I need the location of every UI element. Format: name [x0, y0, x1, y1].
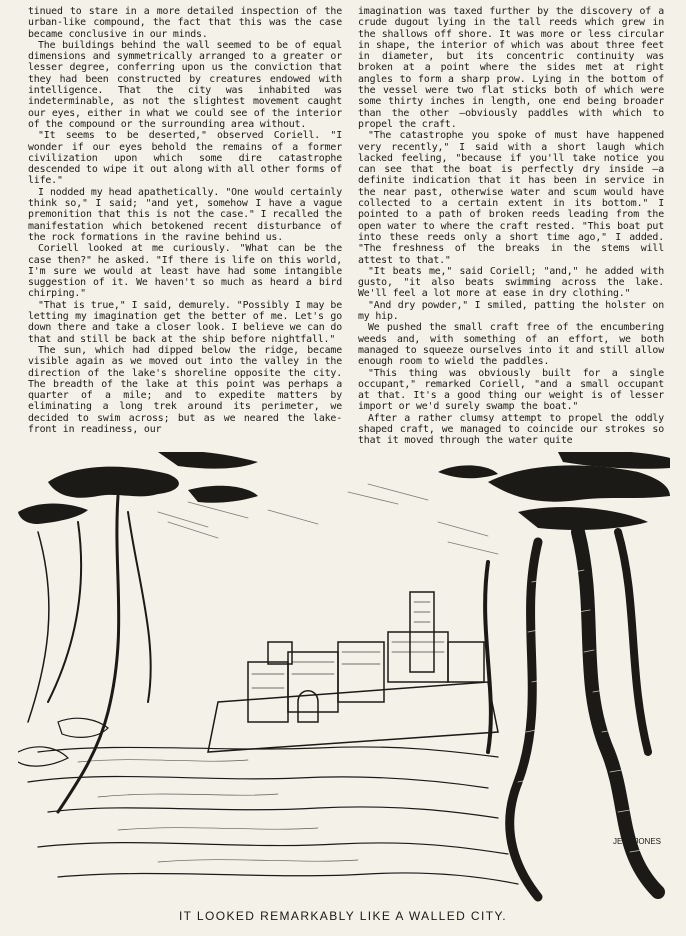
- paragraph: We pushed the small craft free of the encumbering weeds and, with something of an effort, we both managed to squeeze ourselves into it and still allow enough room to wield the paddles.: [358, 322, 664, 368]
- paragraph: "This thing was obviously built for a single occupant," remarked Coriell, "and a small occupant at that. It's a good thing our weight is of lesser import or we'd surely swamp the boat.": [358, 367, 664, 413]
- paragraph: "And dry powder," I smiled, patting the holster on my hip.: [358, 299, 664, 323]
- paragraph: After a rather clumsy attempt to propel the oddly shaped craft, we managed to coincide our strokes so that it moved through the water quite: [358, 412, 664, 447]
- paragraph: Coriell looked at me curiously. "What can be the case then?" he asked. "If there is life on this world, I'm sure we would at least have had some intangible suggestion of it. We haven't so much as heard a bird chirping.": [28, 243, 342, 300]
- left-text-column: [28, 6, 342, 435]
- right-text-column: [358, 6, 664, 447]
- paragraph: "It seems to be deserted," observed Coriell. "I wonder if our eyes behold the remains of a former civilization upon which some dire catastrophe descended to wipe it out along with all other forms of life.": [28, 130, 342, 187]
- artist-signature: JEFF JONES: [613, 837, 662, 846]
- paragraph: tinued to stare in a more detailed inspection of the urban-like compound, the fact that this was the case became conclusive in our minds.: [28, 6, 342, 40]
- paragraph: The buildings behind the wall seemed to be of equal dimensions and symmetrically arranged to a greater or lesser degree, conferring upon us the conviction that they had been constructed by creatures endowed with intelligence. That the city was inhabited was indeterminable, as not the slightest movement caught our eyes, either in what we could see of the interior of the compound or the surrounding area without.: [28, 39, 342, 130]
- paragraph: "It beats me," said Coriell; "and," he added with gusto, "it also beats swimming across the lake. We'll feel a lot more at ease in dry clothing.": [358, 265, 664, 300]
- paragraph: I nodded my head apathetically. "One would certainly think so," I said; "and yet, somehow I have a vague premonition that this is not the case." I recalled the manifestation which betokened recent disturbance of the rock formations in the ravine behind us.: [28, 186, 342, 243]
- walled-city-illustration: [18, 452, 670, 904]
- paragraph: The sun, which had dipped below the ridge, became visible again as we moved out into the valley in the direction of the lake's shoreline opposite the city. The breadth of the lake at this point was perhaps a quarter of a mile; and to expedite matters by eliminating a long trek around its perimeter, we decided to swim across; but as we neared the lake-front in readiness, our: [28, 344, 342, 435]
- paragraph: "That is true," I said, demurely. "Possibly I may be letting my imagination get the better of me. Let's go down there and take a closer look. I believe we can do that and still be back at the ship before nightfall.": [28, 299, 342, 345]
- paragraph: imagination was taxed further by the discovery of a crude dugout lying in the tall reeds which grew in the shallows off shore. It was more or less circular in shape, the interior of which was about three feet in diameter, but its concentric continuity was broken at a point where the sides met at right angles to form a sharp prow. Lying in the bottom of the vessel were two flat sticks both of which were some thirty inches in length, one end being broader than the other —obviously paddles with which to propel the craft.: [358, 6, 664, 130]
- paragraph: "The catastrophe you spoke of must have happened very recently," I said with a short laugh which lacked feeling, "because if you'll take notice you can see that the boat is perfectly dry inside —a definite indication that it has been in service in the near past, otherwise water and scum would have collected to a certain extent in its bottom." I pointed to a path of broken reeds leading from the open water to where the craft rested. "This boat put into these reeds only a short time ago," I added. "The freshness of the breaks in the stems will attest to that.": [358, 130, 664, 266]
- illustration-caption: IT LOOKED REMARKABLY LIKE A WALLED CITY.: [178, 909, 508, 923]
